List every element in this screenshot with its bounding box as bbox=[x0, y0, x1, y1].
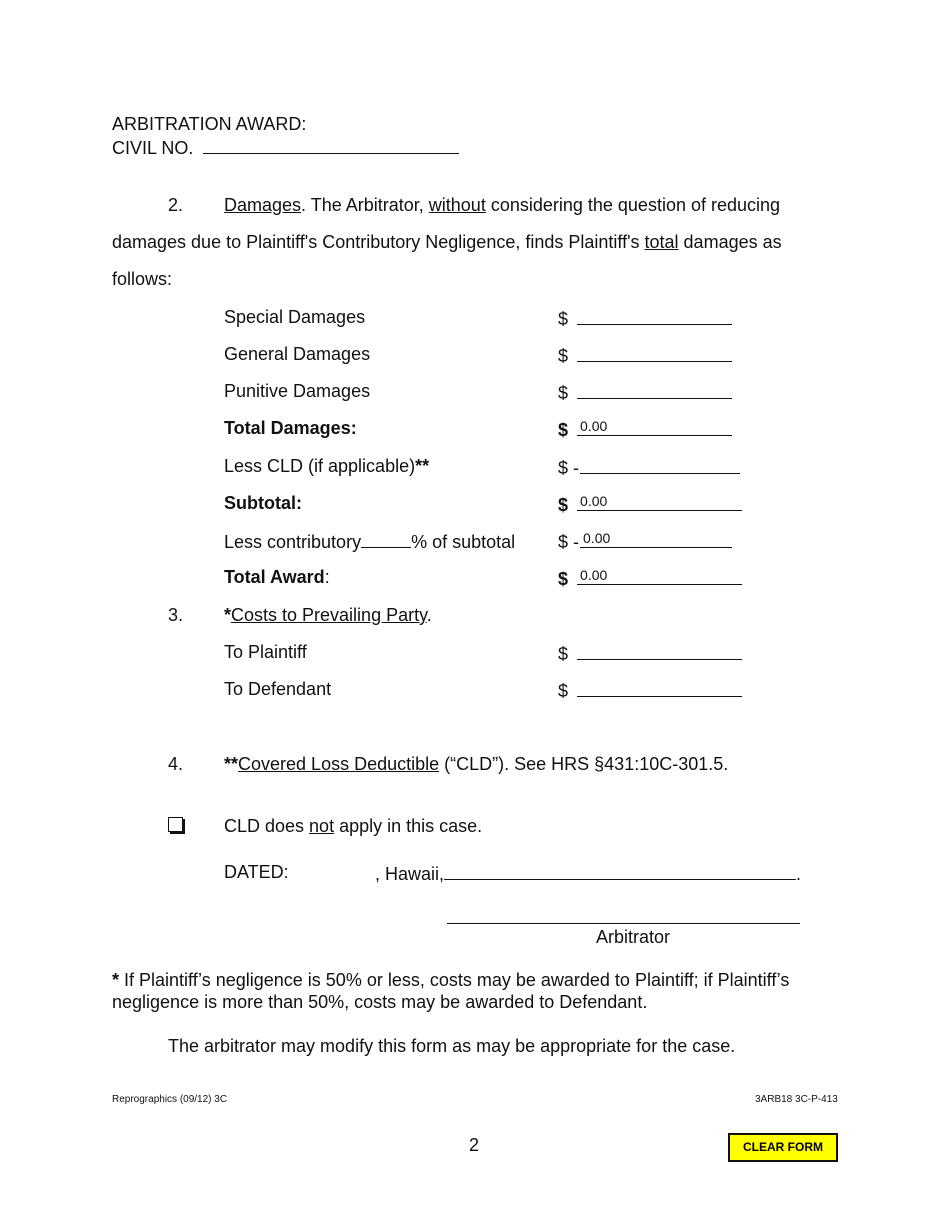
footer-left: Reprographics (09/12) 3C bbox=[112, 1094, 228, 1105]
total-damages-row bbox=[558, 417, 732, 441]
general-damages-row bbox=[558, 343, 732, 367]
subtotal-value: 0.00 bbox=[580, 493, 608, 509]
dated-day-row bbox=[290, 861, 372, 885]
special-damages-field[interactable] bbox=[577, 306, 732, 325]
currency-symbol: $ bbox=[558, 383, 569, 403]
less-contributory-value: 0.00 bbox=[583, 530, 611, 546]
less-cld-stars: ** bbox=[415, 456, 430, 476]
cld-not-apply-text bbox=[224, 815, 482, 837]
total-award-label bbox=[224, 566, 330, 588]
checkbox-icon bbox=[168, 817, 183, 832]
total-damages-label: Total Damages: bbox=[224, 418, 357, 438]
cld-reference: (“CLD”). See HRS §431:10C-301.5. bbox=[439, 754, 729, 774]
cld-stars: ** bbox=[224, 754, 239, 774]
less-contributory-row bbox=[558, 529, 732, 553]
arbitrator-signature-field[interactable] bbox=[447, 905, 800, 924]
total-award-field[interactable] bbox=[577, 566, 742, 585]
total-award-colon: : bbox=[324, 567, 330, 587]
total-award-row bbox=[558, 566, 742, 590]
dated-label: DATED: bbox=[224, 862, 289, 882]
dated-location-row bbox=[375, 861, 801, 885]
costs-title: Costs to Prevailing Party bbox=[231, 605, 427, 625]
civil-no-field[interactable] bbox=[203, 135, 459, 154]
footnote-line1 bbox=[112, 969, 789, 991]
to-defendant-label: To Defendant bbox=[224, 679, 332, 699]
modify-note: The arbitrator may modify this form as may be appropriate for the case. bbox=[168, 1036, 736, 1056]
award-title: ARBITRATION AWARD: bbox=[112, 114, 307, 134]
section-2-text-b: considering the question of reducing bbox=[485, 195, 781, 215]
total-award-text: Total Award bbox=[224, 567, 325, 587]
total-word: total bbox=[644, 232, 679, 252]
special-damages-row bbox=[558, 306, 732, 330]
page-number: 2 bbox=[469, 1135, 480, 1155]
cld-text-b: apply in this case. bbox=[334, 816, 483, 836]
dated-hawaii: , Hawaii, bbox=[375, 864, 445, 884]
section-2-text-a: . The Arbitrator, bbox=[301, 195, 429, 215]
punitive-damages-label: Punitive Damages bbox=[224, 381, 371, 401]
section-4-number: 4. bbox=[168, 754, 184, 774]
less-cld-field[interactable] bbox=[580, 455, 740, 474]
footer-right: 3ARB18 3C-P-413 bbox=[755, 1094, 838, 1105]
to-plaintiff-field[interactable] bbox=[577, 641, 742, 660]
costs-heading bbox=[224, 604, 432, 626]
less-contributory-text-b: % of subtotal bbox=[411, 532, 516, 552]
section-2-line1 bbox=[224, 194, 780, 216]
punitive-damages-row bbox=[558, 380, 732, 404]
total-damages-value: 0.00 bbox=[580, 418, 608, 434]
less-cld-label bbox=[224, 455, 429, 477]
currency-symbol: $ bbox=[558, 644, 569, 664]
to-defendant-row bbox=[558, 678, 742, 702]
costs-period: . bbox=[426, 605, 432, 625]
currency-symbol: $ bbox=[558, 420, 569, 440]
contributory-percent-field[interactable] bbox=[361, 529, 411, 548]
to-plaintiff-label: To Plaintiff bbox=[224, 642, 307, 662]
civil-no-row bbox=[112, 135, 459, 159]
section-2-line3: follows: bbox=[112, 269, 173, 289]
cld-text-a: CLD does bbox=[224, 816, 310, 836]
currency-symbol: $ - bbox=[558, 532, 580, 552]
less-cld-row bbox=[558, 455, 740, 479]
currency-symbol: $ bbox=[558, 569, 569, 589]
general-damages-label: General Damages bbox=[224, 344, 371, 364]
footnote-star: * bbox=[112, 970, 120, 990]
less-cld-text: Less CLD (if applicable) bbox=[224, 456, 416, 476]
footnote-text-1: If Plaintiff’s negligence is 50% or less, costs may be awarded to Plaintiff; if Plaintiff’s bbox=[119, 970, 790, 990]
less-contributory-field[interactable] bbox=[580, 529, 732, 548]
dated-day-field[interactable] bbox=[290, 861, 372, 880]
currency-symbol: $ bbox=[558, 681, 569, 701]
currency-symbol: $ - bbox=[558, 458, 580, 478]
cld-heading bbox=[224, 753, 728, 775]
dated-date-field[interactable] bbox=[444, 861, 796, 880]
special-damages-label: Special Damages bbox=[224, 307, 366, 327]
subtotal-field[interactable] bbox=[577, 492, 742, 511]
subtotal-row bbox=[558, 492, 742, 516]
currency-symbol: $ bbox=[558, 346, 569, 366]
total-award-value: 0.00 bbox=[580, 567, 608, 583]
clear-form-button[interactable]: CLEAR FORM bbox=[728, 1133, 838, 1162]
costs-star: * bbox=[224, 605, 232, 625]
section-2-line2-b: damages as bbox=[678, 232, 782, 252]
general-damages-field[interactable] bbox=[577, 343, 732, 362]
section-2-number: 2. bbox=[168, 195, 184, 215]
subtotal-label: Subtotal: bbox=[224, 493, 302, 513]
currency-symbol: $ bbox=[558, 309, 569, 329]
less-contributory-text-a: Less contributory bbox=[224, 532, 362, 552]
civil-no-label: CIVIL NO. bbox=[112, 138, 194, 158]
punitive-damages-field[interactable] bbox=[577, 380, 732, 399]
cld-not-apply-checkbox[interactable] bbox=[168, 817, 183, 837]
currency-symbol: $ bbox=[558, 495, 569, 515]
section-2-line2 bbox=[112, 231, 782, 253]
footnote-line2: negligence is more than 50%, costs may be awarded to Defendant. bbox=[112, 992, 648, 1012]
cld-title: Covered Loss Deductible bbox=[238, 754, 440, 774]
to-plaintiff-row bbox=[558, 641, 742, 665]
arbitrator-label: Arbitrator bbox=[596, 927, 671, 947]
section-3-number: 3. bbox=[168, 605, 184, 625]
to-defendant-field[interactable] bbox=[577, 678, 742, 697]
damages-heading: Damages bbox=[224, 195, 302, 215]
section-2-line2-a: damages due to Plaintiff's Contributory Negligence, finds Plaintiff's bbox=[112, 232, 645, 252]
dated-period: . bbox=[796, 864, 802, 884]
without-word: without bbox=[428, 195, 486, 215]
total-damages-field[interactable] bbox=[577, 417, 732, 436]
not-word: not bbox=[309, 816, 335, 836]
less-contributory-label bbox=[224, 529, 515, 553]
